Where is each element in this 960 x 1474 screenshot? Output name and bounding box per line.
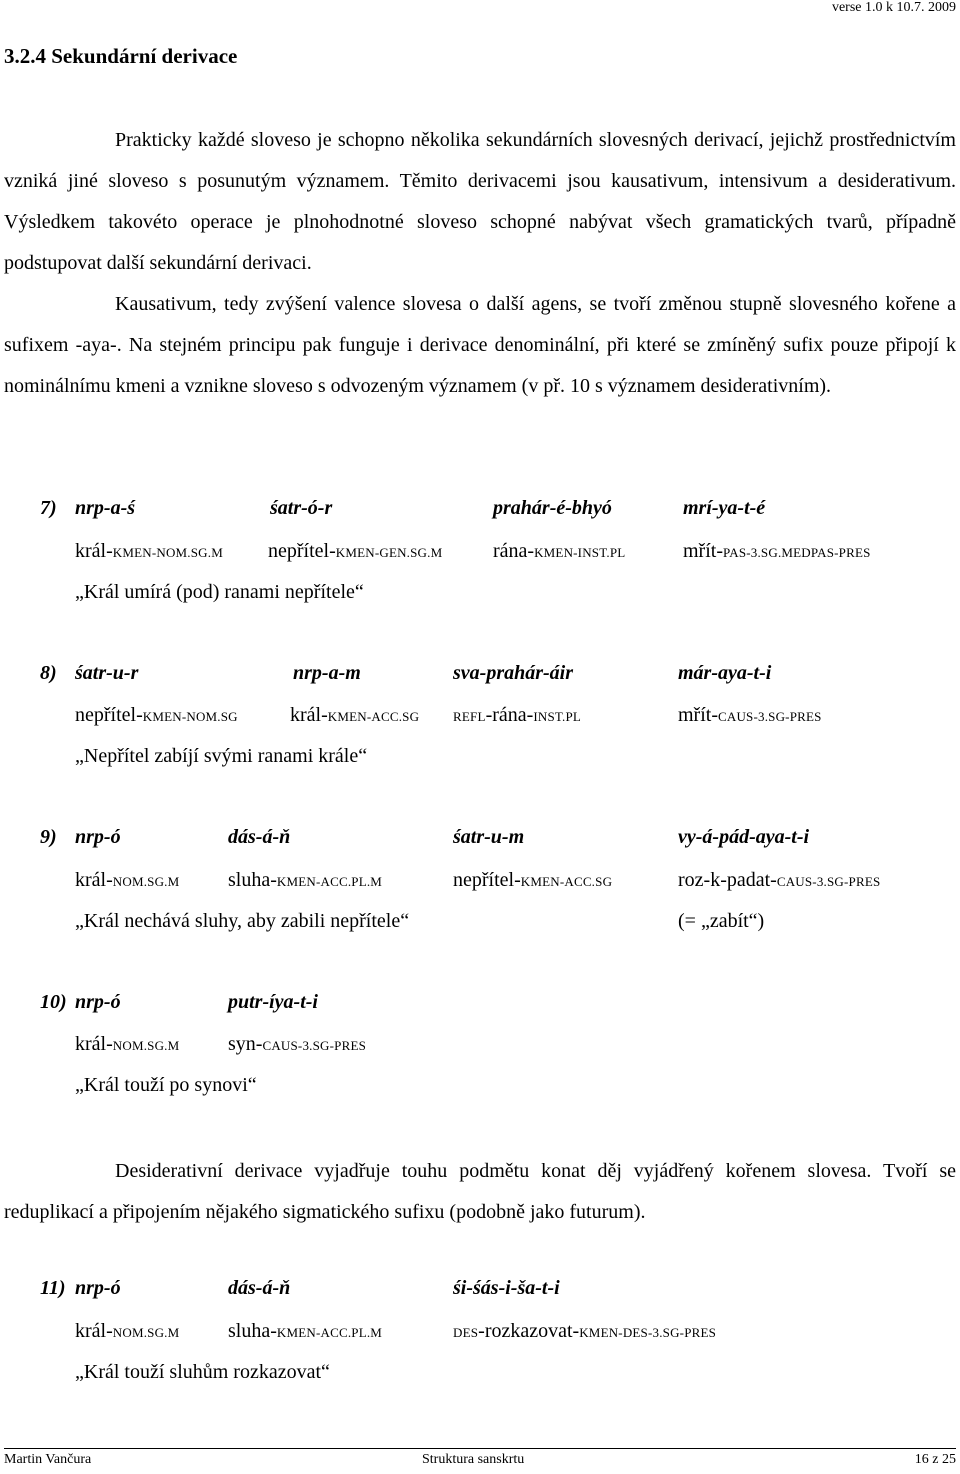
example-number: 9) [40, 826, 57, 848]
sanskrit-word: śatr-u-m [453, 826, 525, 848]
gloss: král-KMEN-ACC.SG [290, 704, 420, 726]
translation: „Král nechává sluhy, aby zabili nepřítele“ [75, 910, 410, 932]
gloss: syn-CAUS-3.SG-PRES [228, 1033, 367, 1055]
sanskrit-word: dás-á-ň [228, 826, 291, 848]
example-number: 7) [40, 497, 57, 519]
footer-author: Martin Vančura [4, 1452, 92, 1467]
sanskrit-word: mrí-ya-t-é [683, 497, 766, 519]
sanskrit-word: már-aya-t-i [678, 662, 772, 684]
gloss: sluha-KMEN-ACC.PL.M [228, 869, 383, 891]
sanskrit-word: śatr-u-r [75, 662, 139, 684]
example-number: 11) [40, 1277, 66, 1299]
version-label: verse 1.0 k 10.7. 2009 [831, 0, 956, 15]
paragraph-causative: Kausativum, tedy zvýšení valence slovesa o další agens, se tvoří změnou stupně slovesného kořene a sufixem -aya-. Na stejném principu pak funguje i derivace denominální, při které se zmíněný sufix pouze připojí k nominálnímu kmeni a vznikne sloveso s odvozeným významem (v př. 10 s významem desiderativním). [4, 293, 956, 397]
footer-rule [4, 1448, 956, 1449]
sanskrit-word: sva-prahár-áir [453, 662, 574, 684]
sanskrit-word: śi-śás-i-ša-t-i [453, 1277, 560, 1299]
sanskrit-word: śatr-ó-r [270, 497, 333, 519]
section-title: 3.2.4 Sekundární derivace [4, 44, 238, 68]
gloss: DES-rozkazovat-KMEN-DES-3.SG-PRES [453, 1320, 717, 1342]
footer-title: Struktura sanskrtu [422, 1452, 525, 1467]
sanskrit-word: prahár-é-bhyó [493, 497, 612, 519]
gloss: král-NOM.SG.M [75, 869, 180, 891]
sanskrit-word: nrp-a-ś [75, 497, 136, 519]
sanskrit-word: nrp-ó [75, 826, 121, 848]
sanskrit-word: nrp-a-m [293, 662, 361, 684]
sanskrit-word: vy-á-pád-aya-t-i [678, 826, 810, 848]
sanskrit-word: dás-á-ň [228, 1277, 291, 1299]
gloss: rána-KMEN-INST.PL [493, 540, 626, 562]
gloss: nepřítel-KMEN-ACC.SG [453, 869, 613, 891]
gloss: král-KMEN-NOM.SG.M [75, 540, 223, 562]
gloss: REFL-rána-INST.PL [453, 704, 582, 726]
gloss: mřít-PAS-3.SG.MEDPAS-PRES [683, 540, 871, 562]
example-number: 10) [40, 991, 67, 1013]
gloss: roz-k-padat-CAUS-3.SG-PRES [678, 869, 881, 891]
translation: „Král touží po synovi“ [75, 1074, 257, 1096]
example-number: 8) [40, 662, 57, 684]
gloss: nepřítel-KMEN-NOM.SG [75, 704, 238, 726]
sanskrit-word: nrp-ó [75, 1277, 121, 1299]
paragraph-desiderative: Desiderativní derivace vyjadřuje touhu podmětu konat děj vyjádřený kořenem slovesa. Tvoří se reduplikací a připojením nějakého sigmatického sufixu (podobně jako futurum). [4, 1160, 956, 1223]
gloss: král-NOM.SG.M [75, 1320, 180, 1342]
gloss: mřít-CAUS-3.SG-PRES [678, 704, 822, 726]
translation-note: (= „zabít“) [678, 910, 765, 932]
footer-page-number: 16 z 25 [914, 1452, 956, 1467]
gloss: král-NOM.SG.M [75, 1033, 180, 1055]
translation: „Král touží sluhům rozkazovat“ [75, 1361, 330, 1383]
paragraph-intro: Prakticky každé sloveso je schopno několika sekundárních slovesných derivací, jejichž prostřednictvím vzniká jiné sloveso s posunutým významem. Těmito derivacemi jsou kausativum, intensivum a desiderativum. Výsledkem takovéto operace je plnohodnotné sloveso schopné nabývat všech gramatických tvarů, případně podstupovat další sekundární derivaci. [4, 129, 956, 274]
translation: „Král umírá (pod) ranami nepřítele“ [75, 581, 364, 603]
sanskrit-word: putr-íya-t-i [228, 991, 318, 1013]
gloss: nepřítel-KMEN-GEN.SG.M [268, 540, 443, 562]
sanskrit-word: nrp-ó [75, 991, 121, 1013]
gloss: sluha-KMEN-ACC.PL.M [228, 1320, 383, 1342]
translation: „Nepřítel zabíjí svými ranami krále“ [75, 745, 368, 767]
